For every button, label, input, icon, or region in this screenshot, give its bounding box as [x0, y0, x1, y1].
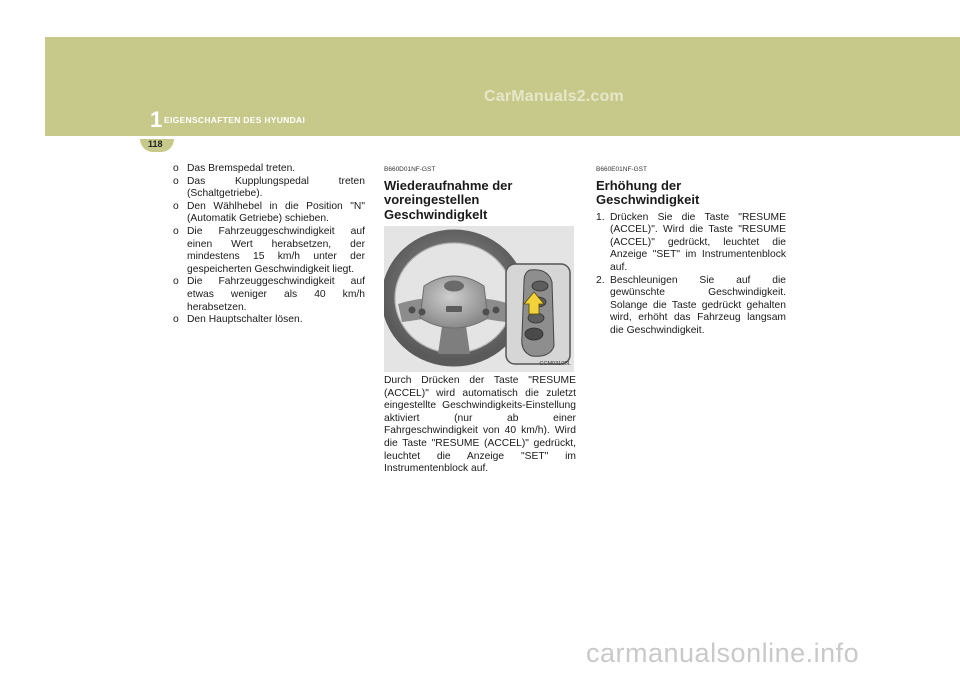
section-code: B660E01NF-GST [596, 166, 647, 173]
steering-wheel-figure [384, 226, 574, 372]
bullet-marker: o [173, 175, 179, 187]
list-item [173, 163, 365, 176]
step-number: 1. [596, 211, 605, 223]
step-text: Beschleunigen Sie auf die gewünschte Geschwindigkeit. Solange die Taste gedrückt gehalten wird, erhöht das Fahrzeug langsam die Geschwindigkeit. [610, 274, 786, 336]
section-heading: Wiederaufnahme der voreingestellen Geschwindigkelt [384, 177, 513, 222]
list-item-text: Die Fahrzeuggeschwindigkeit auf einen Wert herabsetzen, der mindestens 15 km/h unter der gespeicherten Geschwindigkeit liegt. [187, 225, 365, 275]
section-heading: Erhöhung der Geschwindigkeit [596, 177, 700, 208]
list-item-text: Das Bremspedal treten. [187, 163, 296, 174]
column-right [596, 164, 786, 338]
bullet-marker: o [173, 276, 179, 288]
list-item-text: Den Wählhebel in die Position "N" (Automatik Getriebe) schieben. [187, 200, 365, 225]
list-item-text: Die Fahrzeuggeschwindigkeit auf etwas weniger als 40 km/h herabsetzen. [187, 276, 365, 313]
top-watermark[interactable]: CarManuals2.com [484, 88, 624, 105]
steering-wheel-illustration [384, 226, 574, 372]
list-item-text: Das Kupplungspedal treten (Schaltgetriebe). [187, 175, 365, 200]
page-number: 118 [148, 139, 163, 149]
steps-list [596, 212, 786, 338]
bullet-marker: o [173, 200, 179, 212]
chapter-number: 1 [150, 107, 163, 132]
list-item [173, 226, 365, 276]
list-item [173, 276, 365, 314]
bullet-marker: o [173, 163, 179, 174]
step-number: 2. [596, 274, 605, 286]
list-item [596, 275, 786, 338]
section-paragraph: Durch Drücken der Taste "RESUME (ACCEL)" wird automatisch die zuletzt eingestellte Geschwindigkeits-Einstellung aktiviert (nur ab einer Fahrgeschwindigkeit von 40 km/h). Wird die Taste "RESUME (ACCEL)" gedrückt, leuchtet die Anzeige "SET" im Instrumentenblock auf. [384, 375, 576, 475]
list-item [596, 212, 786, 275]
step-text: Drücken Sie die Taste "RESUME (ACCEL)". Wird die Taste "RESUME (ACCEL)" gedrückt, leuchtet die Anzeige "SET" im Instrumentenblock auf. [610, 211, 786, 273]
bullet-marker: o [173, 225, 179, 237]
list-item-text: Den Hauptschalter lösen. [187, 314, 303, 326]
list-item [173, 176, 365, 201]
deactivation-list [173, 163, 365, 327]
figure-label: CCM0310BL [539, 360, 571, 367]
bottom-watermark[interactable]: carmanualsonline.info [586, 638, 860, 668]
column-middle [384, 164, 576, 476]
chapter-title: EIGENSCHAFTEN DES HYUNDAI [164, 115, 306, 125]
list-item [173, 314, 365, 327]
column-left [173, 163, 365, 327]
section-code: B660D01NF-GST [384, 166, 436, 173]
list-item [173, 201, 365, 226]
bullet-marker: o [173, 314, 179, 326]
header-divider [45, 136, 960, 138]
